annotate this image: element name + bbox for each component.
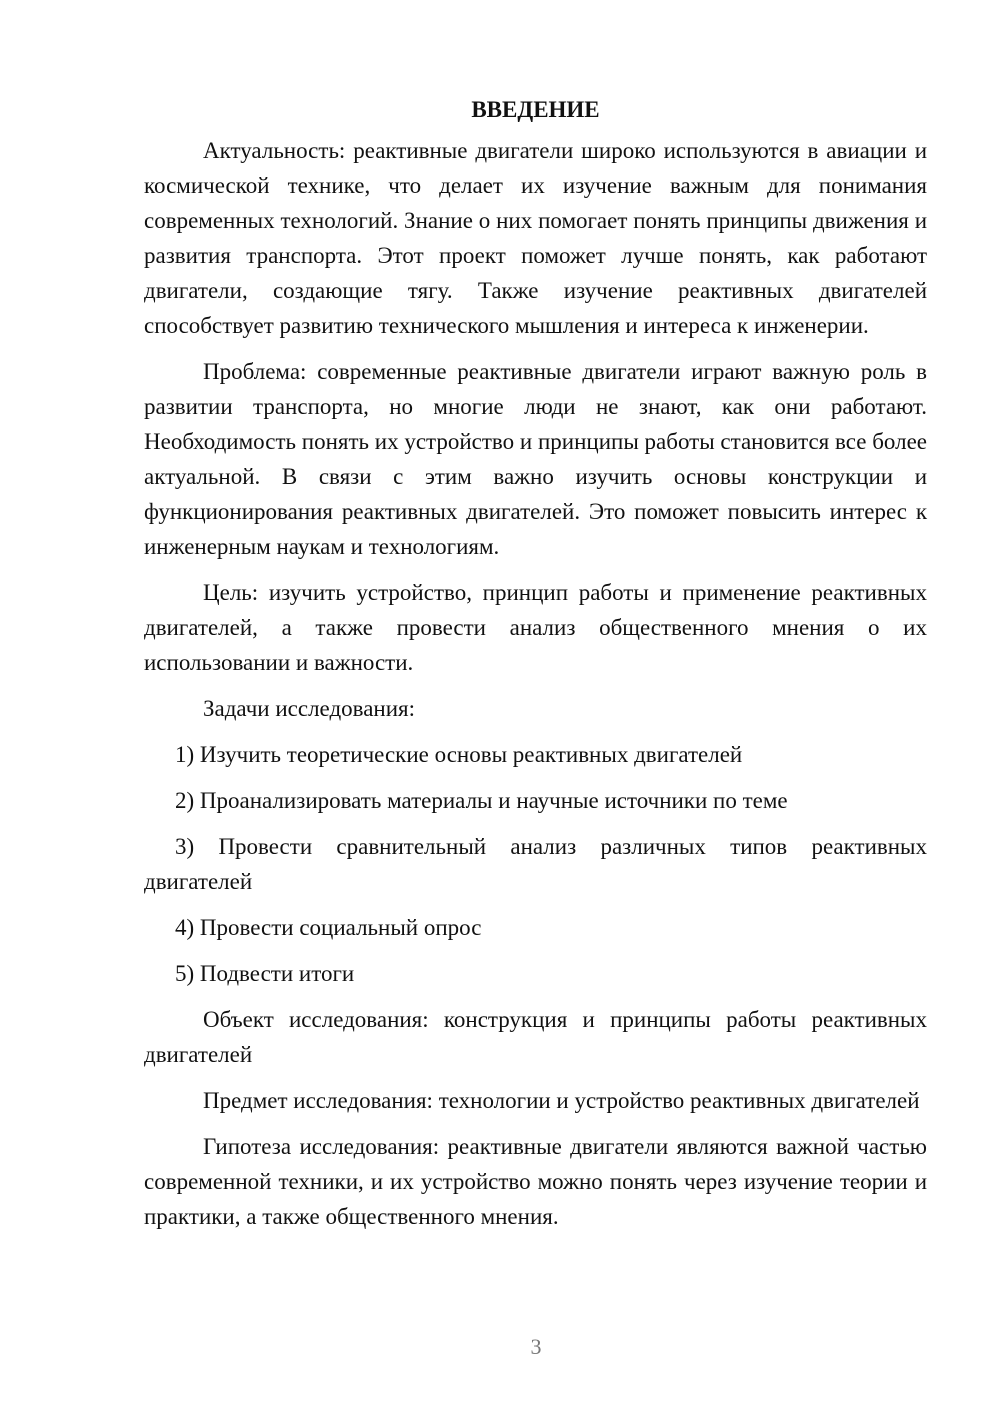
task-item-3: 3) Провести сравнительный анализ различных типов реактивных двигателей [144,834,927,894]
task-item-4: 4) Провести социальный опрос [175,915,482,940]
tasks-title: Задачи исследования: [203,696,416,721]
goal-paragraph: Цель: изучить устройство, принцип работы и применение реактивных двигателей, а также провести анализ общественного мнения о их использовании и важности. [144,580,927,675]
hypothesis-paragraph: Гипотеза исследования: реактивные двигатели являются важной частью современной техники, и их устройство можно понять через изучение теории и практики, а также общественного мнения. [144,1134,927,1229]
subject-paragraph: Предмет исследования: технологии и устройство реактивных двигателей [203,1088,920,1113]
page-number: 3 [530,1334,542,1359]
task-item-5: 5) Подвести итоги [175,961,355,986]
section-heading: ВВЕДЕНИЕ [471,97,600,122]
object-paragraph: Объект исследования: конструкция и принципы работы реактивных двигателей [144,1007,927,1067]
page-content [144,92,927,1245]
task-item-1: 1) Изучить теоретические основы реактивных двигателей [175,742,743,767]
task-item-2: 2) Проанализировать материалы и научные источники по теме [175,788,788,813]
problem-paragraph: Проблема: современные реактивные двигатели играют важную роль в развитии транспорта, но многие люди не знают, как они работают. Необходимость понять их устройство и принципы работы становится все более актуальной. В связи с этим важно изучить основы конструкции и функционирования реактивных двигателей. Это поможет повысить интерес к инженерным наукам и технологиям. [144,359,927,559]
relevance-paragraph: Актуальность: реактивные двигатели широко используются в авиации и космической технике, что делает их изучение важным для понимания современных технологий. Знание о них помогает понять принципы движения и развития транспорта. Этот проект поможет лучше понять, как работают двигатели, создающие тягу. Также изучение реактивных двигателей способствует развитию технического мышления и интереса к инженерии. [144,138,927,338]
